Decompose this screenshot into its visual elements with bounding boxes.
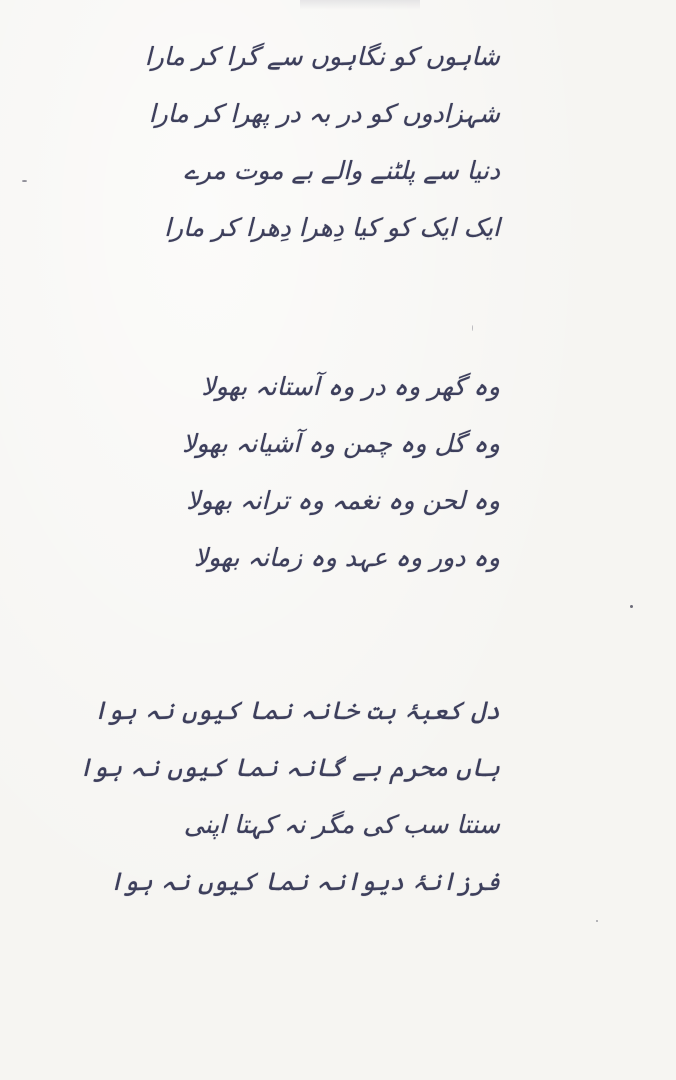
- verse-line: وہ لحن وہ نغمہ وہ ترانہ بھولا: [186, 486, 500, 515]
- verse-line: ہاں محرم بے گانہ نما کیوں نہ ہوا: [78, 753, 500, 782]
- quatrain-3: [78, 682, 500, 910]
- ink-speck: [472, 325, 473, 331]
- verse-line: وہ گھر وہ در وہ آستانہ بھولا: [201, 372, 500, 401]
- verse-line: دل کعبۂ بت خانہ نما کیوں نہ ہوا: [92, 696, 500, 725]
- ink-speck: [596, 920, 598, 922]
- ink-speck: [630, 605, 633, 608]
- scan-edge-mark: [300, 0, 420, 10]
- verse-line: شاہوں کو نگاہوں سے گرا کر مارا: [144, 42, 500, 71]
- verse-line: وہ دور وہ عہد وہ زمانہ بھولا: [193, 543, 500, 572]
- verse-line: دنیا سے پلٹنے والے بے موت مرے: [183, 156, 500, 185]
- verse-line: فرزانۂ دیوانہ نما کیوں نہ ہوا: [108, 867, 500, 896]
- quatrain-2: [180, 358, 500, 586]
- verse-line: سنتا سب کی مگر نہ کہتا اپنی: [183, 810, 500, 839]
- verse-line: شہزادوں کو در بہ در پھرا کر مارا: [148, 99, 500, 128]
- quatrain-1: [144, 28, 500, 256]
- verse-line: ایک ایک کو کیا دِھرا دِھرا کر مارا: [164, 213, 500, 242]
- verse-line: وہ گل وہ چمن وہ آشیانہ بھولا: [182, 429, 500, 458]
- ink-speck: [22, 180, 27, 182]
